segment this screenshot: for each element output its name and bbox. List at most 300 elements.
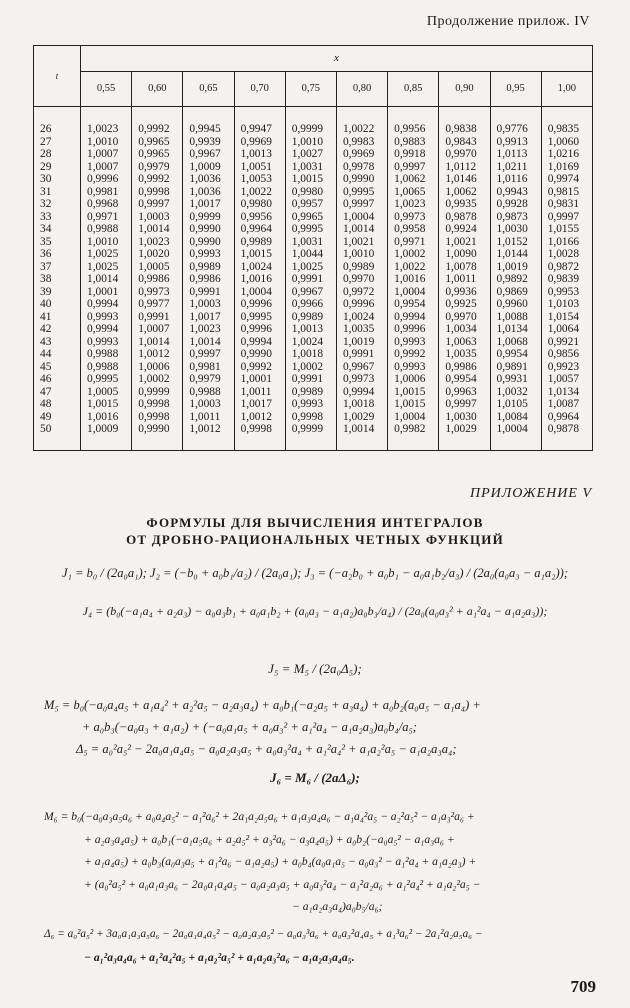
table-cell: 1,0010: [336, 248, 387, 261]
table-cell: 1,0016: [81, 411, 132, 424]
table-cell: 0,9891: [490, 361, 541, 374]
table-cell: 0,9986: [132, 273, 183, 286]
table-cell: 1,0144: [490, 248, 541, 261]
table-cell: 0,9776: [490, 107, 541, 136]
formula-j4: J₄ = (b₀(−a₁a₄ + a₂a₃) − a₀a₃b₁ + a₀a₁b₂ + (a₀a₃ − a₁a₂)a₀b₃/a₄) / (2a₀(a₀a₃² + a₁²a₄ − a₁a₂a₃));: [82, 604, 548, 618]
table-cell: 0,9996: [81, 173, 132, 186]
formula-m5-line1: M₅ = b₀(−a₀a₄a₅ + a₁a₄² + a₂²a₅ − a₂a₃a₄) + a₀b₁(−a₂a₅ + a₃a₄) + a₀b₂(a₀a₅ − a₁a₄) +: [44, 698, 481, 712]
table-cell: 0,9965: [285, 211, 336, 224]
table-cell: 0,9990: [234, 348, 285, 361]
table-cell: 0,9996: [388, 323, 439, 336]
table-cell: 1,0060: [541, 136, 592, 149]
table-cell: 0,9921: [541, 336, 592, 349]
table-cell: 0,9993: [285, 398, 336, 411]
table-cell: 0,9997: [336, 198, 387, 211]
table-cell: 1,0014: [132, 223, 183, 236]
formula-j5: J₅ = M₅ / (2a₀Δ₅);: [268, 661, 362, 676]
table-cell: 1,0004: [388, 286, 439, 299]
table-cell: 0,9997: [183, 348, 234, 361]
table-cell: 0,9988: [81, 223, 132, 236]
table-cell: 0,9988: [81, 361, 132, 374]
title-line-2: ОТ ДРОБНО-РАЦИОНАЛЬНЫХ ЧЕТНЫХ ФУНКЦИЙ: [126, 532, 504, 547]
table-cell: 0,9993: [388, 336, 439, 349]
table-cell: 0,9993: [388, 361, 439, 374]
table-cell: 1,0004: [336, 211, 387, 224]
table-cell: 1,0154: [541, 311, 592, 324]
table-cell: 0,9954: [490, 348, 541, 361]
t-value: 41: [34, 311, 81, 324]
table-cell: 0,9978: [336, 161, 387, 174]
table-cell: 0,9935: [439, 198, 490, 211]
table-cell: 1,0078: [439, 261, 490, 274]
table-row: [34, 361, 593, 374]
table-row: [34, 411, 593, 424]
table-cell: 0,9936: [439, 286, 490, 299]
table-cell: 1,0013: [285, 323, 336, 336]
table-cell: 1,0004: [490, 423, 541, 450]
t-value: 39: [34, 286, 81, 299]
t-value: 49: [34, 411, 81, 424]
table-cell: 0,9997: [541, 211, 592, 224]
table-cell: 0,9973: [388, 211, 439, 224]
table-cell: 0,9992: [388, 348, 439, 361]
table-cell: 0,9856: [541, 348, 592, 361]
table-cell: 0,9986: [439, 361, 490, 374]
table-cell: 1,0022: [234, 186, 285, 199]
table-cell: 0,9997: [439, 398, 490, 411]
table-cell: 1,0012: [234, 411, 285, 424]
table-cell: 0,9988: [183, 386, 234, 399]
table-cell: 1,0025: [81, 248, 132, 261]
section-title: [0, 514, 630, 548]
table-cell: 0,9968: [81, 198, 132, 211]
table-cell: 1,0015: [81, 398, 132, 411]
table-cell: 0,9958: [388, 223, 439, 236]
table-row: [34, 148, 593, 161]
table-cell: 1,0014: [132, 336, 183, 349]
table-cell: 0,9995: [81, 373, 132, 386]
table-cell: 1,0021: [439, 236, 490, 249]
table-cell: 1,0087: [541, 398, 592, 411]
x-value-7: 0,90: [439, 72, 490, 107]
t-value: 31: [34, 186, 81, 199]
table-cell: 0,9943: [490, 186, 541, 199]
table-cell: 0,9954: [388, 298, 439, 311]
col-header-t: t: [34, 46, 81, 107]
table-cell: 0,9988: [81, 348, 132, 361]
table-cell: 0,9996: [336, 298, 387, 311]
table-cell: 1,0025: [285, 261, 336, 274]
table-cell: 1,0211: [490, 161, 541, 174]
table-cell: 1,0014: [336, 223, 387, 236]
table-cell: 1,0065: [388, 186, 439, 199]
table-cell: 1,0005: [81, 386, 132, 399]
t-value: 50: [34, 423, 81, 450]
table-cell: 0,9913: [490, 136, 541, 149]
table-cell: 1,0021: [336, 236, 387, 249]
table-cell: 0,9990: [183, 236, 234, 249]
table-cell: 0,9981: [81, 186, 132, 199]
table-cell: 1,0020: [132, 248, 183, 261]
table-row: [34, 136, 593, 149]
table-cell: 1,0003: [183, 298, 234, 311]
table-cell: 1,0022: [336, 107, 387, 136]
table-cell: 1,0112: [439, 161, 490, 174]
table-cell: 1,0002: [132, 373, 183, 386]
table-cell: 0,9996: [234, 323, 285, 336]
table-row: [34, 248, 593, 261]
table-cell: 0,9967: [285, 286, 336, 299]
table-cell: 1,0022: [388, 261, 439, 274]
table-cell: 0,9967: [183, 148, 234, 161]
table-cell: 0,9974: [541, 173, 592, 186]
table-cell: 0,9991: [183, 286, 234, 299]
appendix-label: ПРИЛОЖЕНИЕ V: [469, 486, 592, 501]
t-value: 33: [34, 211, 81, 224]
table-cell: 1,0002: [388, 248, 439, 261]
table-cell: 1,0023: [132, 236, 183, 249]
x-value-9: 1,00: [541, 72, 592, 107]
table-cell: 0,9923: [541, 361, 592, 374]
table-cell: 1,0017: [183, 311, 234, 324]
table-cell: 1,0017: [183, 198, 234, 211]
table-row: [34, 107, 593, 136]
table-cell: 0,9835: [541, 107, 592, 136]
table-cell: 0,9970: [336, 273, 387, 286]
table-cell: 0,9989: [234, 236, 285, 249]
table-cell: 1,0010: [285, 136, 336, 149]
table-cell: 1,0002: [285, 361, 336, 374]
table-cell: 0,9989: [285, 386, 336, 399]
table-cell: 0,9994: [81, 298, 132, 311]
table-cell: 0,9931: [490, 373, 541, 386]
table-cell: 1,0062: [388, 173, 439, 186]
table-cell: 0,9969: [336, 148, 387, 161]
table-cell: 1,0051: [234, 161, 285, 174]
table-cell: 1,0088: [490, 311, 541, 324]
table-cell: 0,9980: [285, 186, 336, 199]
table-cell: 1,0003: [132, 211, 183, 224]
table-cell: 1,0152: [490, 236, 541, 249]
table-row: [34, 398, 593, 411]
table-cell: 0,9990: [336, 173, 387, 186]
table-cell: 0,9838: [439, 107, 490, 136]
table-cell: 1,0024: [336, 311, 387, 324]
table-cell: 1,0023: [81, 107, 132, 136]
x-values-row: [34, 72, 593, 107]
table-cell: 0,9981: [183, 361, 234, 374]
table-cell: 0,9989: [285, 311, 336, 324]
table-cell: 1,0017: [234, 398, 285, 411]
table-cell: 1,0216: [541, 148, 592, 161]
table-cell: 1,0057: [541, 373, 592, 386]
table-cell: 0,9997: [388, 161, 439, 174]
table-cell: 0,9843: [439, 136, 490, 149]
table-row: [34, 373, 593, 386]
table-cell: 0,9989: [336, 261, 387, 274]
page-number: 709: [570, 977, 596, 996]
table-row: [34, 261, 593, 274]
table-body: [34, 107, 593, 451]
table-cell: 0,9971: [81, 211, 132, 224]
x-value-1: 0,60: [132, 72, 183, 107]
table-cell: 1,0023: [183, 323, 234, 336]
values-table: [33, 45, 593, 451]
table-row: [34, 298, 593, 311]
table-cell: 1,0063: [439, 336, 490, 349]
table-row: [34, 386, 593, 399]
table-cell: 0,9957: [285, 198, 336, 211]
table-cell: 0,9990: [132, 423, 183, 450]
table-cell: 0,9992: [132, 107, 183, 136]
table-cell: 0,9992: [234, 361, 285, 374]
table-cell: 1,0009: [183, 161, 234, 174]
table-cell: 1,0010: [81, 136, 132, 149]
table-cell: 0,9971: [388, 236, 439, 249]
table-cell: 1,0028: [541, 248, 592, 261]
table-cell: 0,9991: [285, 273, 336, 286]
t-value: 45: [34, 361, 81, 374]
table-cell: 0,9997: [132, 198, 183, 211]
table-cell: 0,9995: [336, 186, 387, 199]
x-value-8: 0,95: [490, 72, 541, 107]
formula-m6-line4: + (a₀²a₅² + a₀a₁a₃a₆ − 2a₀a₁a₄a₅ − a₀a₂a₃a₅ + a₀a₃²a₄ − a₁²a₂a₆ + a₁²a₄² + a₁a₂²a₅ −: [84, 878, 481, 891]
table-cell: 0,9963: [439, 386, 490, 399]
table-cell: 1,0036: [183, 173, 234, 186]
table-cell: 0,9983: [336, 136, 387, 149]
table-cell: 1,0103: [541, 298, 592, 311]
table-cell: 1,0014: [81, 273, 132, 286]
table-cell: 0,9972: [336, 286, 387, 299]
table-row: [34, 286, 593, 299]
table-cell: 0,9928: [490, 198, 541, 211]
table-cell: 1,0025: [81, 261, 132, 274]
formula-m6-line1: M₆ = b₀(−a₀a₃a₅a₆ + a₀a₄a₅² − a₁²a₆² + 2a₁a₂a₅a₆ + a₁a₃a₄a₆ − a₁a₄²a₅ − a₂²a₅² − a₁a₃²a₆ +: [44, 810, 475, 823]
table-row: [34, 211, 593, 224]
table-cell: 1,0032: [490, 386, 541, 399]
table-cell: 1,0084: [490, 411, 541, 424]
table-cell: 1,0014: [183, 336, 234, 349]
table-cell: 0,9980: [234, 198, 285, 211]
table-cell: 1,0134: [541, 386, 592, 399]
t-value: 37: [34, 261, 81, 274]
table-cell: 1,0024: [285, 336, 336, 349]
table-cell: 0,9831: [541, 198, 592, 211]
t-value: 27: [34, 136, 81, 149]
table-cell: 1,0105: [490, 398, 541, 411]
table-cell: 1,0018: [336, 398, 387, 411]
col-header-x: x: [81, 46, 593, 72]
t-value: 46: [34, 373, 81, 386]
table-cell: 0,9960: [490, 298, 541, 311]
t-value: 38: [34, 273, 81, 286]
x-value-0: 0,55: [81, 72, 132, 107]
table-cell: 1,0029: [439, 423, 490, 450]
table-cell: 1,0044: [285, 248, 336, 261]
table-cell: 1,0064: [541, 323, 592, 336]
table-cell: 1,0006: [388, 373, 439, 386]
table-cell: 1,0007: [81, 148, 132, 161]
table-cell: 0,9999: [132, 386, 183, 399]
table-cell: 1,0030: [490, 223, 541, 236]
table-cell: 1,0134: [490, 323, 541, 336]
table-cell: 1,0004: [388, 411, 439, 424]
table-cell: 0,9994: [336, 386, 387, 399]
table-cell: 1,0019: [490, 261, 541, 274]
table-cell: 1,0113: [490, 148, 541, 161]
table-cell: 0,9967: [336, 361, 387, 374]
x-value-2: 0,65: [183, 72, 234, 107]
table-cell: 1,0031: [285, 236, 336, 249]
table-cell: 1,0005: [132, 261, 183, 274]
table-cell: 0,9991: [132, 311, 183, 324]
table-cell: 1,0062: [439, 186, 490, 199]
table-row: [34, 186, 593, 199]
table-cell: 0,9993: [183, 248, 234, 261]
table-row: [34, 323, 593, 336]
table-cell: 0,9982: [388, 423, 439, 450]
table-cell: 1,0001: [81, 286, 132, 299]
table-row: [34, 348, 593, 361]
table-cell: 1,0004: [234, 286, 285, 299]
table-cell: 1,0146: [439, 173, 490, 186]
table-cell: 0,9999: [285, 107, 336, 136]
table-cell: 1,0036: [183, 186, 234, 199]
table-cell: 0,9986: [183, 273, 234, 286]
table-cell: 0,9999: [183, 211, 234, 224]
table-cell: 0,9996: [234, 298, 285, 311]
table-cell: 0,9979: [132, 161, 183, 174]
table-cell: 1,0009: [81, 423, 132, 450]
x-value-3: 0,70: [234, 72, 285, 107]
table-cell: 0,9964: [541, 411, 592, 424]
table-cell: 0,9973: [132, 286, 183, 299]
table-cell: 0,9994: [234, 336, 285, 349]
t-value: 43: [34, 336, 81, 349]
t-value: 36: [34, 248, 81, 261]
table-cell: 0,9994: [81, 323, 132, 336]
table-cell: 0,9969: [234, 136, 285, 149]
table-cell: 0,9965: [132, 136, 183, 149]
formula-delta6-line1: Δ₆ = a₀²a₅² + 3a₀a₁a₃a₅a₆ − 2a₀a₁a₄a₅² − a₀a₂a₃a₅² − a₀a₃³a₆ + a₀a₃²a₄a₅ + a₁³a₆² − 2a₁²a₂a₅a₆ −: [44, 928, 483, 940]
formula-m6-line2: + a₂a₃a₄a₅) + a₀b₁(−a₁a₅a₆ + a₂a₅² + a₃²a₆ − a₃a₄a₅) + a₀b₂(−a₀a₅² − a₁a₃a₆ +: [84, 833, 455, 846]
table-row: [34, 273, 593, 286]
table-cell: 0,9995: [234, 311, 285, 324]
table-cell: 1,0169: [541, 161, 592, 174]
table-cell: 1,0166: [541, 236, 592, 249]
table-cell: 0,9977: [132, 298, 183, 311]
formula-m6-line5: − a₁a₂a₃a₄)a₀b₅/a₆;: [292, 900, 383, 913]
table-cell: 1,0016: [234, 273, 285, 286]
formula-j6: J₆ = M₆ / (2aΔ₆);: [270, 770, 360, 785]
table-row: [34, 336, 593, 349]
table-cell: 1,0068: [490, 336, 541, 349]
table-cell: 1,0015: [285, 173, 336, 186]
table-cell: 1,0012: [132, 348, 183, 361]
table-cell: 0,9918: [388, 148, 439, 161]
x-value-6: 0,85: [388, 72, 439, 107]
table-cell: 0,9970: [439, 311, 490, 324]
table-cell: 0,9883: [388, 136, 439, 149]
table-cell: 1,0090: [439, 248, 490, 261]
x-value-4: 0,75: [285, 72, 336, 107]
table-row: [34, 198, 593, 211]
table-cell: 1,0030: [439, 411, 490, 424]
table-cell: 0,9953: [541, 286, 592, 299]
table-cell: 0,9925: [439, 298, 490, 311]
table-cell: 0,9939: [183, 136, 234, 149]
t-value: 47: [34, 386, 81, 399]
t-value: 32: [34, 198, 81, 211]
table-cell: 1,0011: [439, 273, 490, 286]
formula-delta5: Δ₅ = a₀²a₅² − 2a₀a₁a₄a₅ − a₀a₂a₃a₅ + a₀a₃²a₄ + a₁²a₄² + a₁a₂²a₅ − a₁a₂a₃a₄;: [76, 742, 457, 756]
table-cell: 0,9998: [132, 411, 183, 424]
table-cell: 1,0006: [132, 361, 183, 374]
t-value: 48: [34, 398, 81, 411]
formula-m6-line3: + a₁a₄a₅) + a₀b₃(a₀a₃a₅ + a₁²a₆ − a₁a₂a₅) + a₀b₄(a₀a₁a₅ − a₀a₃² − a₁²a₄ + a₁a₂a₃) +: [84, 855, 477, 868]
table-cell: 0,9989: [183, 261, 234, 274]
table-cell: 1,0024: [234, 261, 285, 274]
table-cell: 1,0010: [81, 236, 132, 249]
formula-delta6-line2: − a₁²a₃a₄a₆ + a₁²a₄²a₅ + a₁a₂²a₅² + a₁a₂a₃²a₆ − a₁a₂a₃a₄a₅.: [84, 951, 355, 964]
table-cell: 0,9993: [81, 311, 132, 324]
table-cell: 1,0053: [234, 173, 285, 186]
table-cell: 0,9991: [285, 373, 336, 386]
table-cell: 1,0019: [336, 336, 387, 349]
table-cell: 0,9965: [132, 148, 183, 161]
table-row: [34, 236, 593, 249]
table-cell: 1,0116: [490, 173, 541, 186]
table-cell: 0,9998: [285, 411, 336, 424]
t-value: 28: [34, 148, 81, 161]
t-value: 30: [34, 173, 81, 186]
table-cell: 1,0014: [336, 423, 387, 450]
table-cell: 0,9878: [541, 423, 592, 450]
table-cell: 1,0031: [285, 161, 336, 174]
t-value: 26: [34, 107, 81, 136]
t-value: 42: [34, 323, 81, 336]
table-cell: 1,0155: [541, 223, 592, 236]
table-cell: 1,0035: [336, 323, 387, 336]
table-row: [34, 223, 593, 236]
table-cell: 0,9994: [388, 311, 439, 324]
t-value: 35: [34, 236, 81, 249]
table-cell: 0,9973: [336, 373, 387, 386]
table-row: [34, 423, 593, 450]
table-cell: 1,0023: [388, 198, 439, 211]
table-cell: 1,0011: [234, 386, 285, 399]
table-cell: 0,9979: [183, 373, 234, 386]
table-cell: 1,0015: [388, 398, 439, 411]
table-cell: 0,9869: [490, 286, 541, 299]
table-cell: 0,9990: [183, 223, 234, 236]
table-cell: 0,9945: [183, 107, 234, 136]
table-cell: 1,0015: [234, 248, 285, 261]
table-cell: 0,9991: [336, 348, 387, 361]
formula-j1-j3: J₁ = b₀ / (2a₀a₁); J₂ = (−b₀ + a₀b₁/a₂) / (2a₀a₁); J₃ = (−a₂b₀ + a₀b₁ − a₀a₁b₂/a₃) / (2a₀(a₀a₃ − a₁a₂));: [61, 566, 568, 580]
table-cell: 0,9995: [285, 223, 336, 236]
table-cell: 0,9956: [234, 211, 285, 224]
t-value: 29: [34, 161, 81, 174]
table-cell: 1,0029: [336, 411, 387, 424]
table-cell: 1,0016: [388, 273, 439, 286]
table-cell: 0,9998: [234, 423, 285, 450]
table-cell: 0,9878: [439, 211, 490, 224]
table-cell: 0,9993: [81, 336, 132, 349]
table-cell: 0,9998: [132, 186, 183, 199]
t-value: 34: [34, 223, 81, 236]
table-cell: 0,9992: [132, 173, 183, 186]
